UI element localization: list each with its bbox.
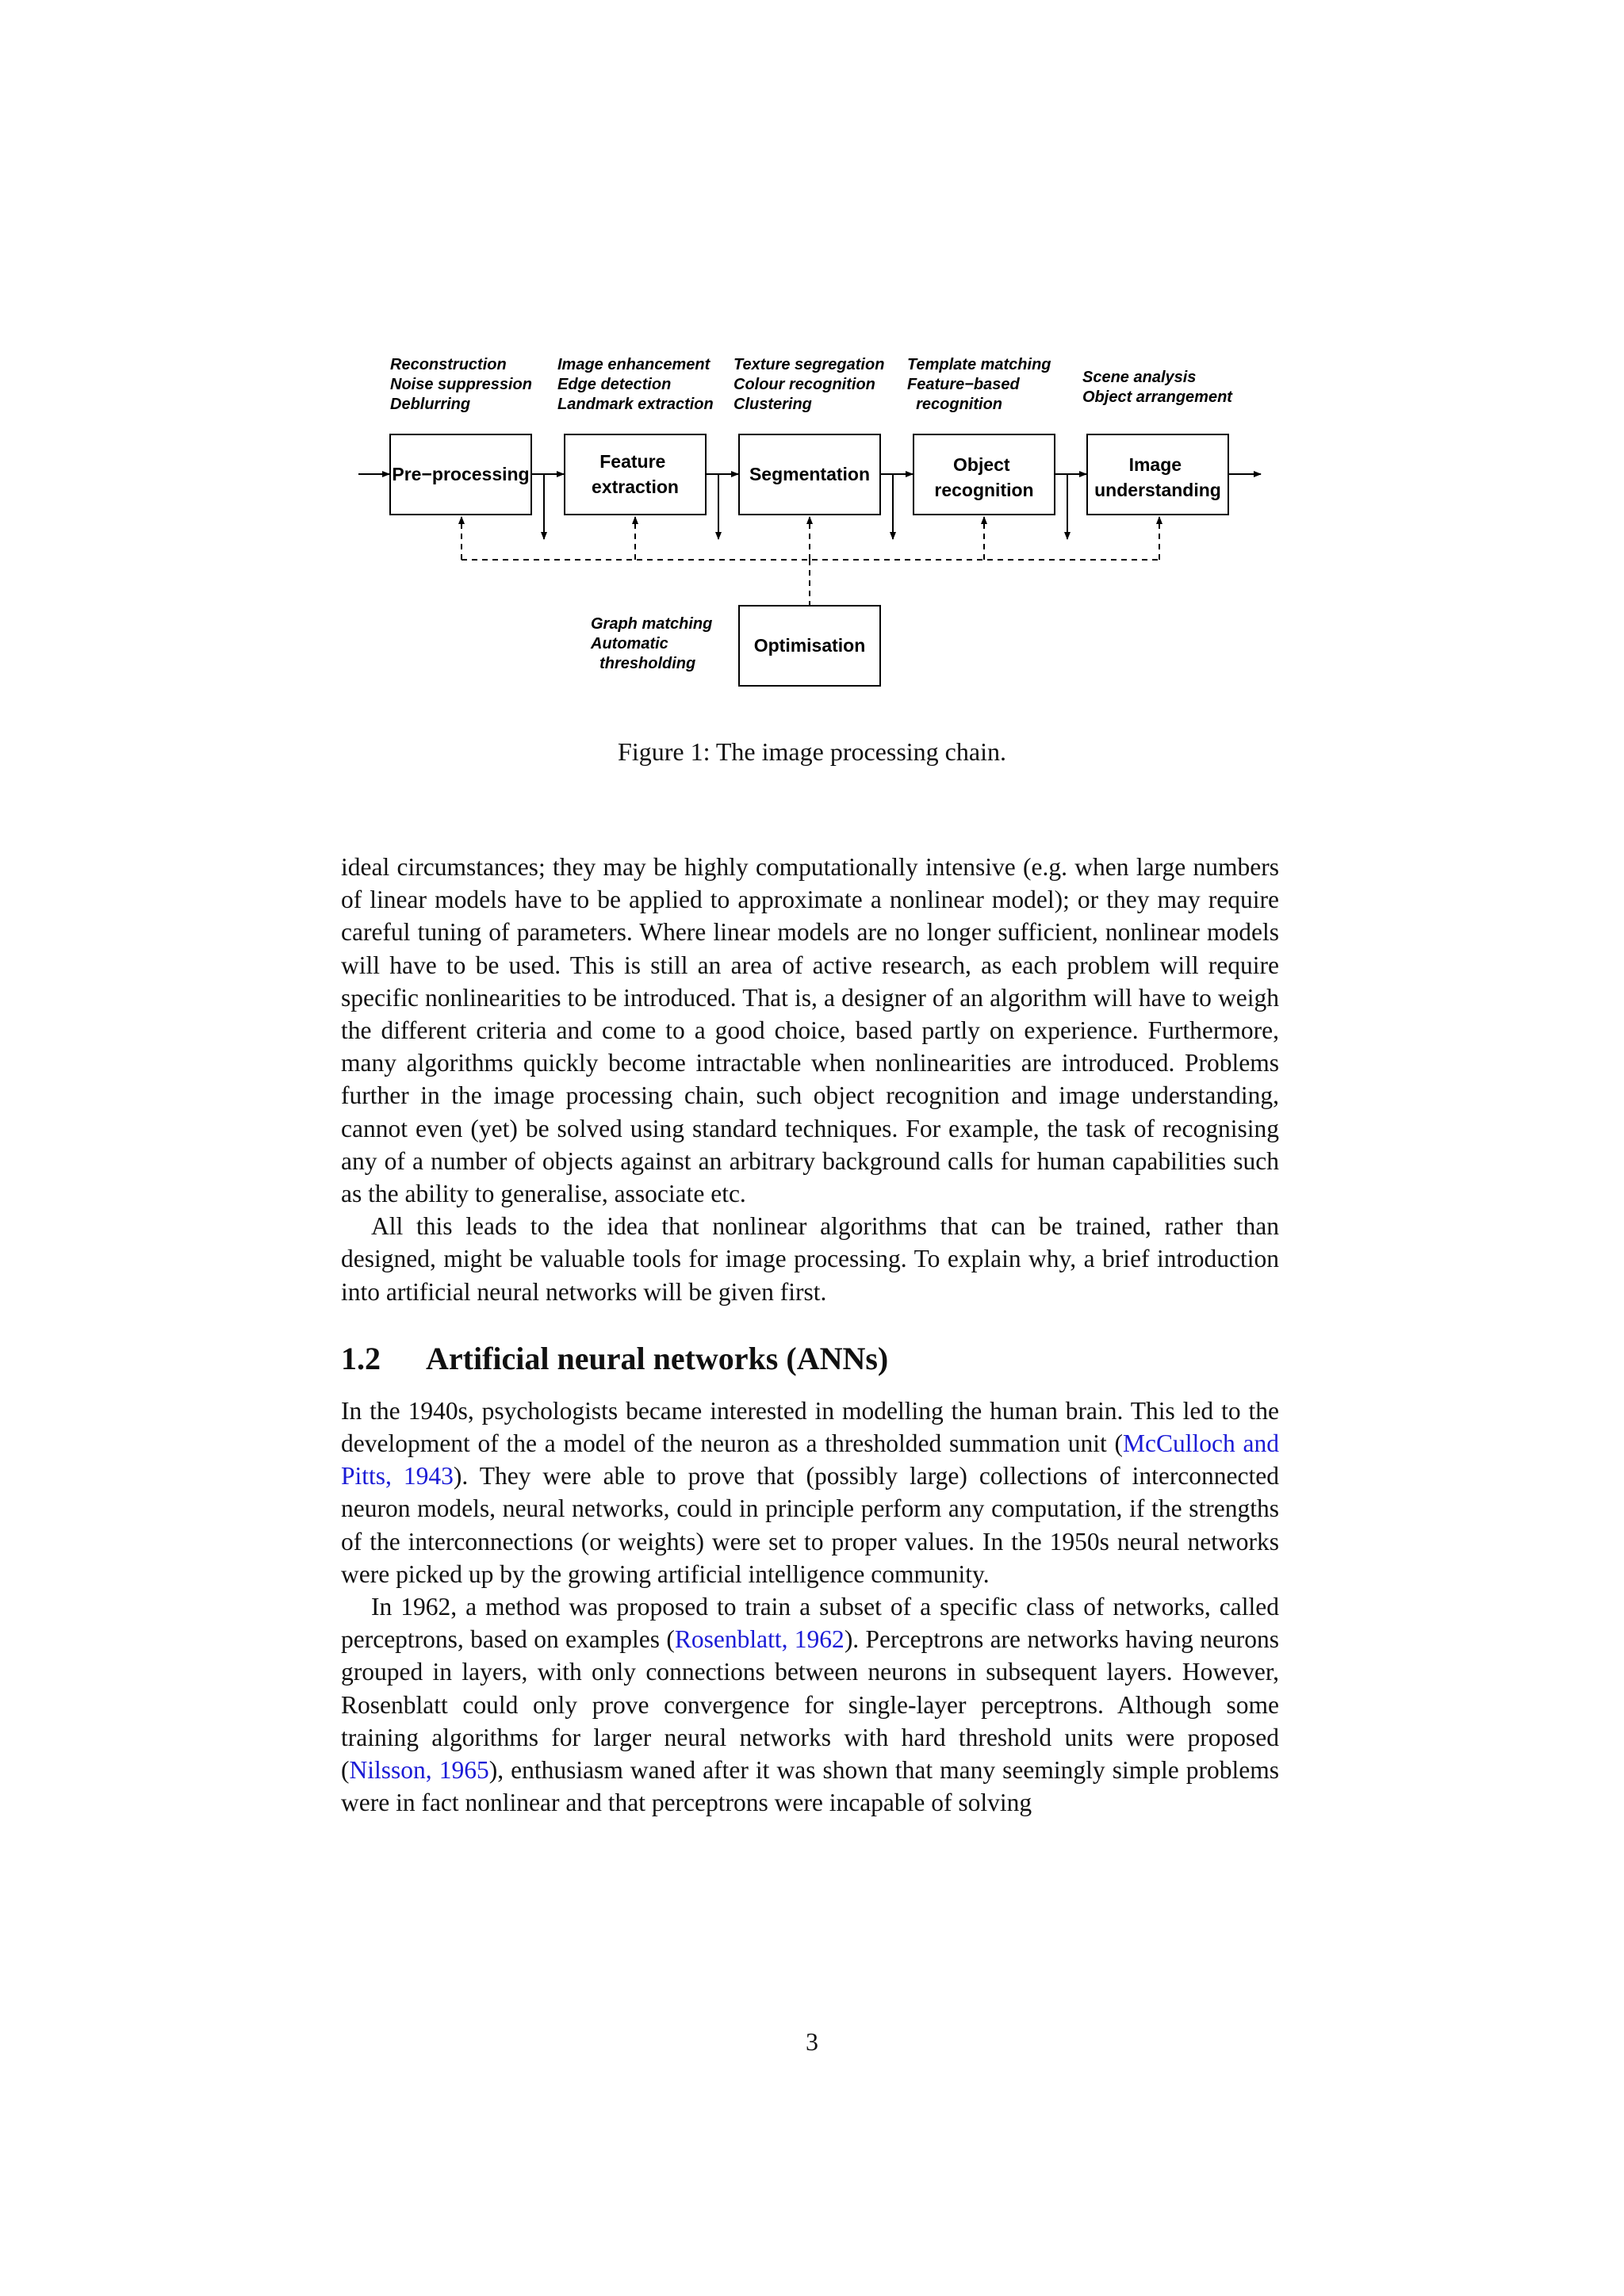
page-number: 3 [806, 2027, 818, 2056]
stage-label-image-understanding: Image understanding [1094, 454, 1221, 500]
citation-nilsson[interactable]: Nilsson, 1965 [349, 1756, 489, 1785]
annotation-image-understanding: Scene analysis Object arrangement [1082, 369, 1232, 406]
stage-label-feature-extraction: Feature extraction [592, 451, 679, 497]
paragraph-3 [341, 1395, 1279, 1590]
optimisation-label: Optimisation [753, 635, 866, 656]
annotation-preprocessing: Reconstruction Noise suppression Deblurring [390, 356, 532, 413]
body-text [341, 851, 1279, 1819]
figure-caption: Figure 1: The image processing chain. [618, 737, 1006, 766]
paragraph-4-text-c: ), enthusiasm waned after it was shown that many seemingly simple problems were in fact nonlinear and that perceptrons were incapable of solving [341, 1756, 1279, 1817]
annotation-optimisation: Graph matching Automatic thresholding [591, 615, 713, 672]
paragraph-4-text-a: In 1962, a method was proposed to train a subset of a specific class of networks, called perceptrons, based on examples ( [341, 1593, 1279, 1654]
stage-label-preprocessing: Pre−processing [392, 464, 530, 484]
annotation-object-recognition: Template matching Feature−based recognition [907, 356, 1051, 413]
paragraph-3-text-a: In the 1940s, psychologists became interested in modelling the human brain. This led to the development of the a model of the neuron as a thresholded summation unit ( [341, 1396, 1279, 1458]
section-number: 1.2 [341, 1340, 381, 1376]
annotation-feature-extraction: Image enhancement Edge detection Landmark extraction [557, 356, 714, 413]
section-heading [341, 1339, 1279, 1379]
paragraph-2: All this leads to the idea that nonlinear algorithms that can be trained, rather than designed, might be valuable tools for image processing. To explain why, a brief introduction into artificial neural networks will be given first. [341, 1212, 1279, 1306]
paragraph-1: ideal circumstances; they may be highly computationally intensive (e.g. when large numbers of linear models have to be applied to approximate a nonlinear model); or they may require careful tuning of parameters. Where linear models are no longer sufficient, nonlinear models will have to be used. This is still an area of active research, as each problem will require specific nonlinearities to be introduced. That is, a designer of an algorithm will have to weigh the different criteria and come to a good choice, based partly on experience. Furthermore, many algorithms quickly become intractable when nonlinearities are introduced. Problems further in the image processing chain, such object recognition and image understanding, cannot even (yet) be solved using standard techniques. For example, the task of recognising any of a number of objects against an arbitrary background calls for human capabilities such as the ability to generalise, associate etc. [341, 853, 1279, 1208]
stage-label-segmentation: Segmentation [749, 464, 871, 484]
paragraph-3-text-b: ). They were able to prove that (possibly large) collections of interconnected neuron models, neural networks, could in principle perform any computation, if the strengths of the interconnections (or weights) were set to proper values. In the 1950s neural networks were picked up by the growing artificial intelligence community. [341, 1462, 1279, 1588]
paragraph-4 [341, 1590, 1279, 1819]
stage-box-feature-extraction [565, 434, 706, 515]
section-title: Artificial neural networks (ANNs) [426, 1340, 889, 1376]
processing-chain-diagram [0, 0, 1624, 729]
stage-label-object-recognition: Object recognition [934, 454, 1034, 500]
citation-rosenblatt[interactable]: Rosenblatt, 1962 [674, 1625, 845, 1654]
paragraph-4-text-b: ). Perceptrons are networks having neurons grouped in layers, with only connections between neurons in subsequent layers. However, Rosenblatt could only prove convergence for single-layer perceptrons. Although some training algorithms for larger neural networks with hard threshold units were proposed ( [341, 1625, 1279, 1785]
annotation-segmentation: Texture segregation Colour recognition Clustering [733, 356, 885, 413]
citation-mcculloch-pitts[interactable]: McCulloch and Pitts, 1943 [341, 1429, 1280, 1490]
